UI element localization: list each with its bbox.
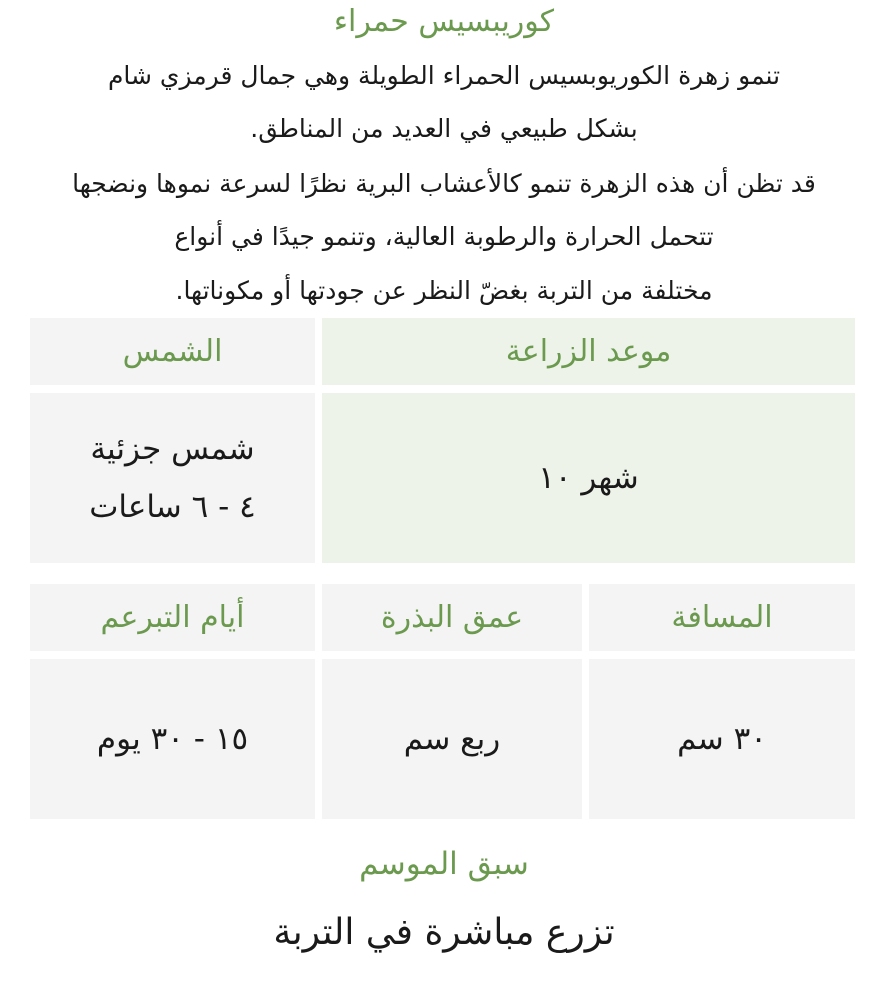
description-line-1: تنمو زهرة الكوريوبسيس الحمراء الطويلة وهي جمال قرمزي شام [107, 61, 781, 90]
planting-time-header: موعد الزراعة [322, 318, 855, 385]
sun-exposure-text: شمس جزئية [90, 431, 255, 467]
seed-depth-value: ربع سم [322, 659, 582, 819]
description-line-5: .مختلفة من التربة بغضّ النظر عن جودتها أو مكوناتها [175, 276, 713, 305]
sun-value-cell [30, 393, 315, 563]
sun-hours-text: ٤ - ٦ ساعات [89, 489, 256, 525]
description-line-2: .بشكل طبيعي في العديد من المناطق [250, 114, 638, 143]
description-line-4: تتحمل الحرارة والرطوبة العالية، وتنمو جيدًا في أنواع [174, 222, 714, 251]
seed-depth-header: عمق البذرة [322, 584, 582, 651]
germination-days-value: ١٥ - ٣٠ يوم [30, 659, 315, 819]
germination-days-header: أيام التبرعم [30, 584, 315, 651]
planting-time-value: شهر ١٠ [322, 393, 855, 563]
sun-header: الشمس [30, 318, 315, 385]
season-value: تزرع مباشرة في التربة [273, 912, 615, 953]
spacing-header: المسافة [589, 584, 855, 651]
description-line-3: قد تظن أن هذه الزهرة تنمو كالأعشاب البرية نظرًا لسرعة نموها ونضجها [72, 169, 816, 198]
page-title: كوريبسيس حمراء [333, 4, 555, 39]
spacing-value: ٣٠ سم [589, 659, 855, 819]
season-label: سبق الموسم [359, 846, 529, 882]
